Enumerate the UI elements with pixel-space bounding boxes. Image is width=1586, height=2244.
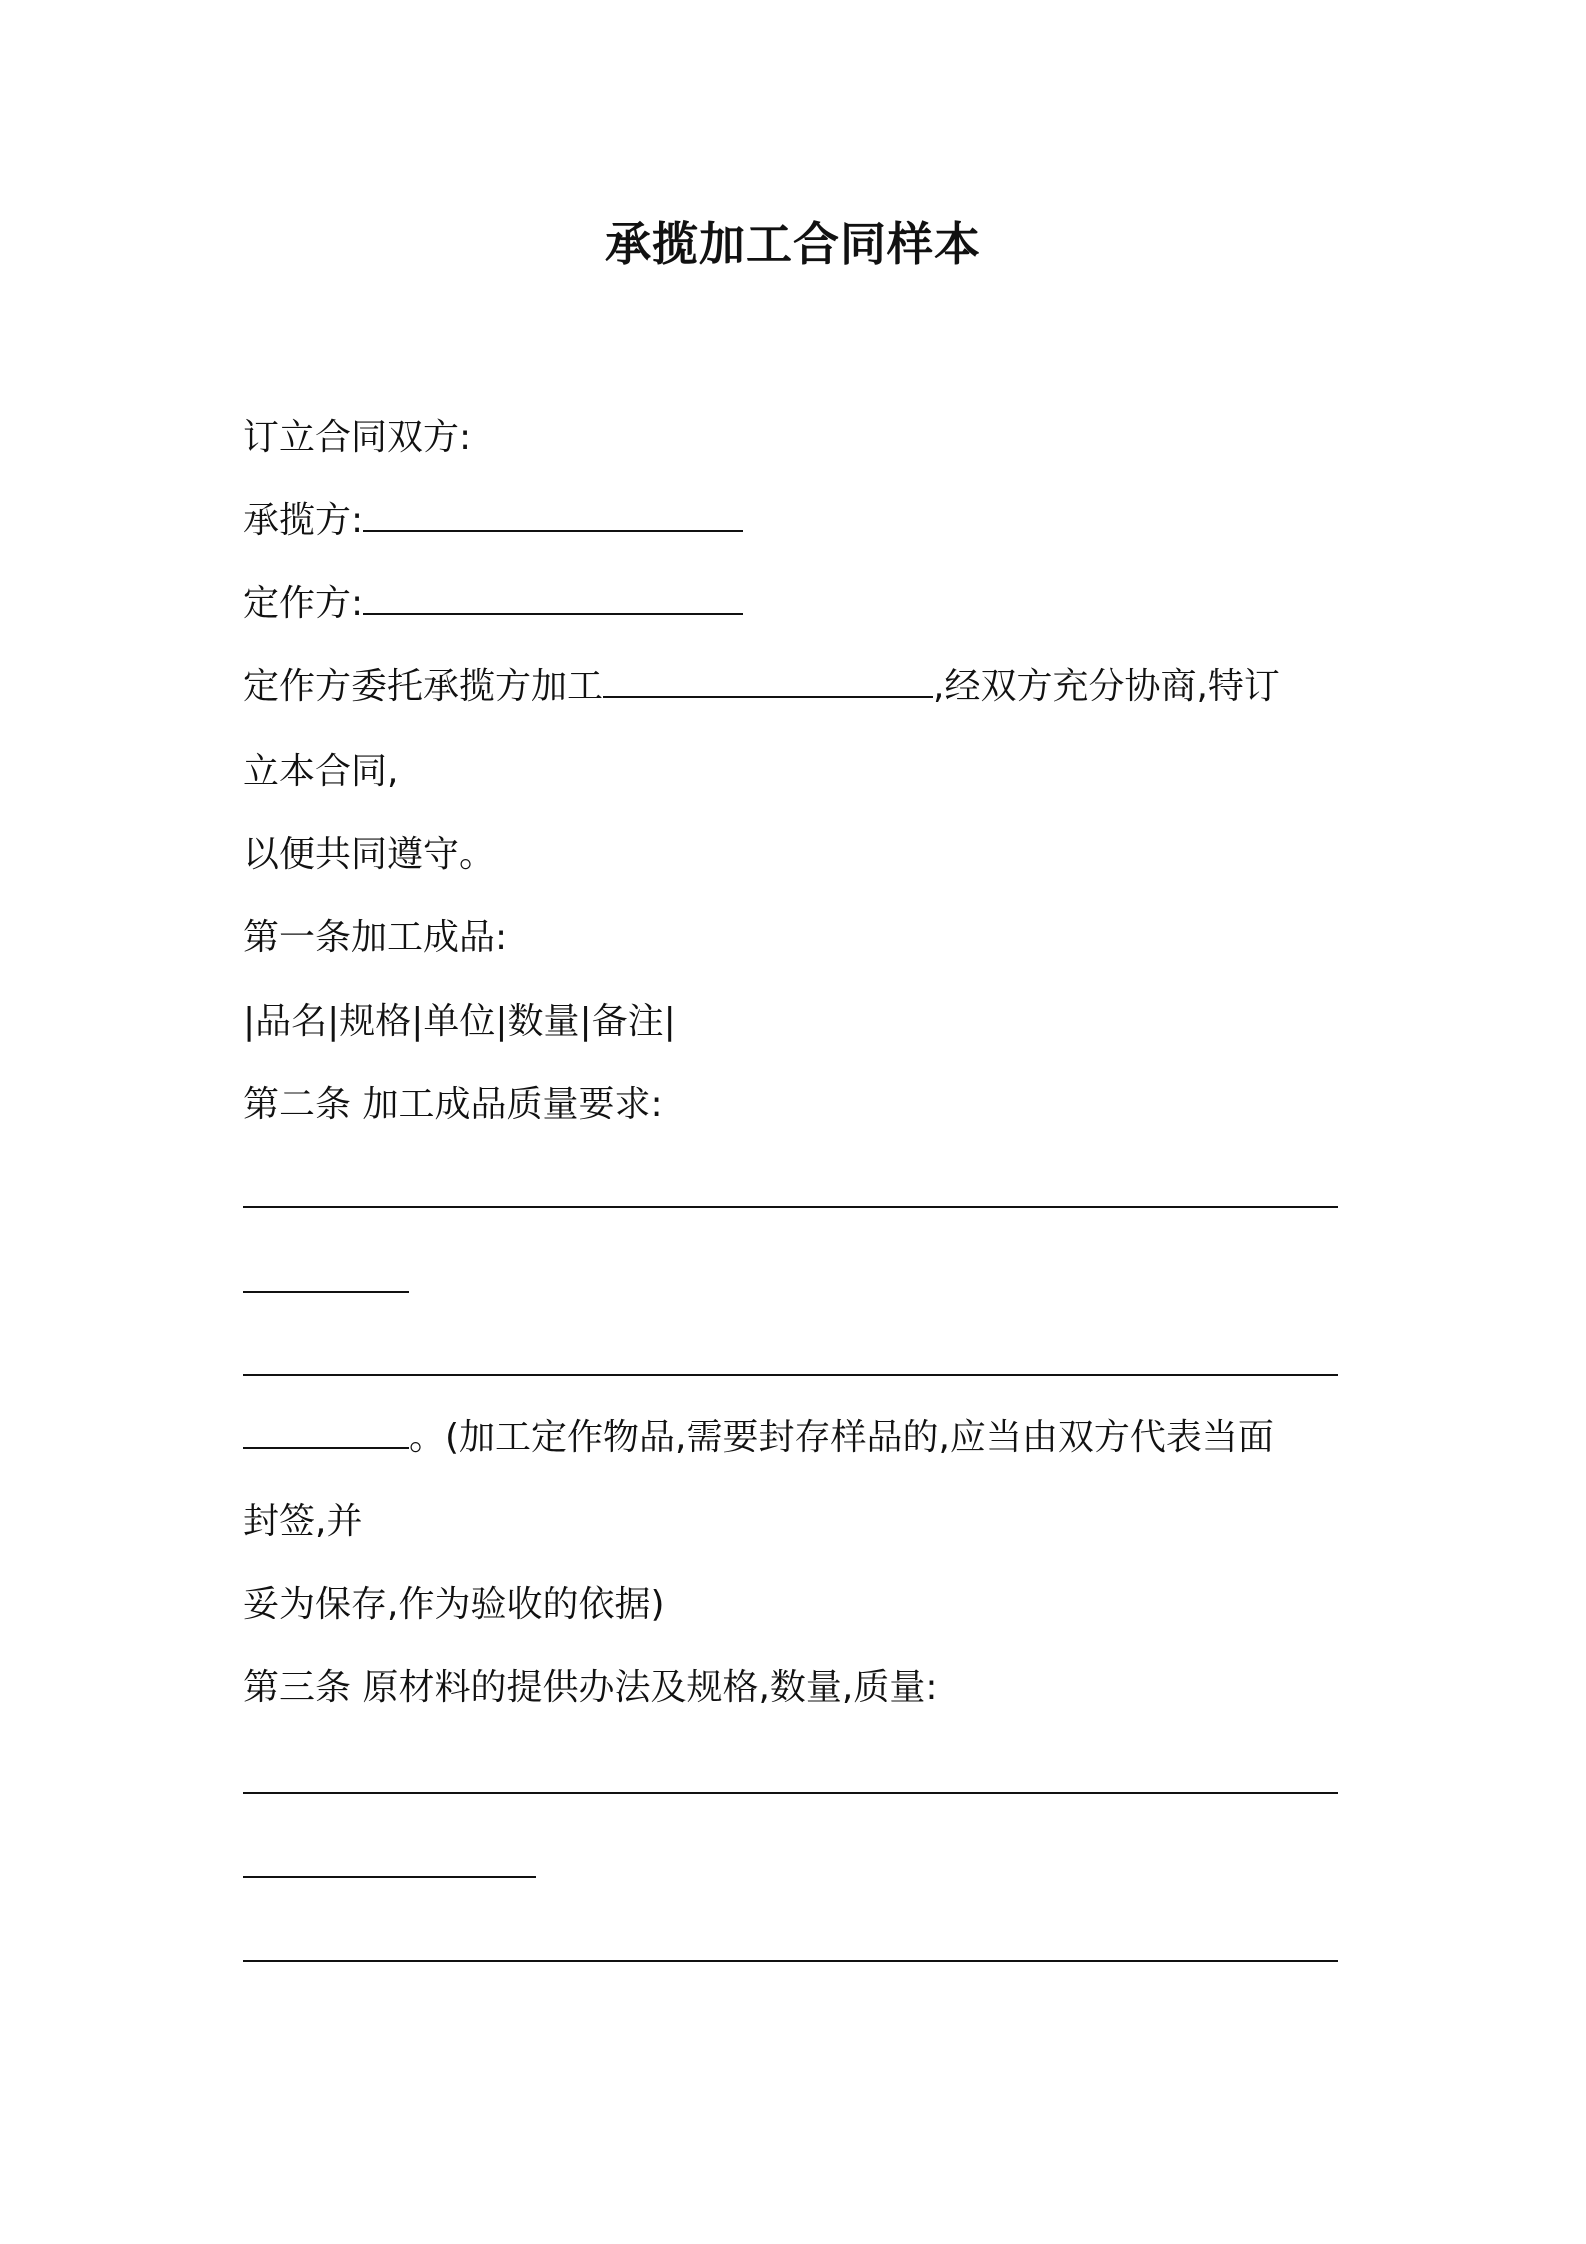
document-title: 承揽加工合同样本 <box>605 217 981 271</box>
intro-prefix: 定作方委托承揽方加工 <box>243 666 604 707</box>
article3-blank-line-3 <box>243 1960 1338 1962</box>
article2-note-text: 。(加工定作物品,需要封存样品的,应当由双方代表当面 <box>409 1417 1274 1458</box>
article1-heading: 第一条加工成品: <box>243 917 508 958</box>
processing-item-blank <box>603 666 933 698</box>
orderer-line <box>243 580 743 628</box>
article2-blank-line-1 <box>243 1206 1338 1208</box>
article2-blank-line-2 <box>243 1291 409 1293</box>
article3-blank-line-1 <box>243 1792 1338 1794</box>
intro-line <box>243 663 1280 711</box>
contractor-label: 承揽方: <box>243 500 364 541</box>
article1-table-header: |品名|规格|单位|数量|备注| <box>243 1001 676 1042</box>
article2-note-line-3: 妥为保存,作为验收的依据) <box>243 1584 665 1625</box>
article2-heading: 第二条 加工成品质量要求: <box>243 1084 663 1125</box>
intro-line-2: 立本合同, <box>243 751 399 792</box>
article3-heading: 第三条 原材料的提供办法及规格,数量,质量: <box>243 1667 938 1708</box>
article2-blank-line-3 <box>243 1374 1338 1376</box>
article2-note-line-1 <box>243 1414 1274 1462</box>
parties-heading: 订立合同双方: <box>243 417 472 458</box>
article2-note-line-2: 封签,并 <box>243 1501 363 1542</box>
article3-blank-line-2 <box>243 1876 536 1878</box>
article2-blank-line-4 <box>243 1417 409 1449</box>
contractor-line <box>243 497 743 545</box>
intro-suffix: ,经双方充分协商,特订 <box>933 666 1280 707</box>
orderer-blank <box>363 583 743 615</box>
orderer-label: 定作方: <box>243 583 364 624</box>
contractor-blank <box>363 500 743 532</box>
intro-line-3: 以便共同遵守。 <box>243 834 496 875</box>
